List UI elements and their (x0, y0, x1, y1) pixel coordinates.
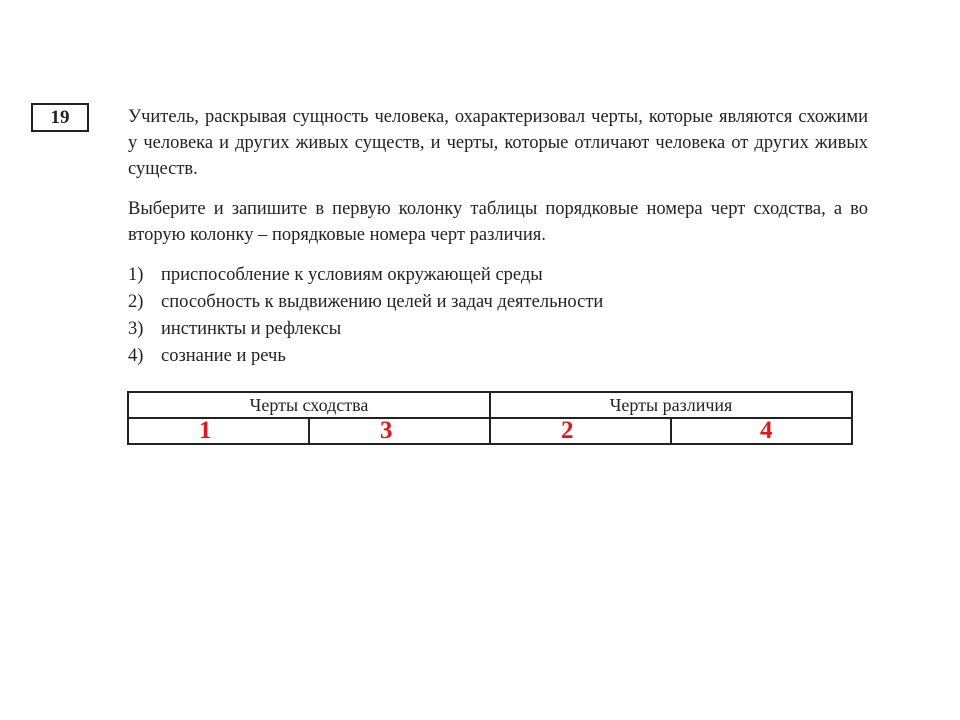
option-text: способность к выдвижению целей и задач деятельности (161, 292, 604, 312)
option-item (128, 316, 603, 343)
answer-cell-3[interactable]: 2 (490, 418, 671, 444)
answer-cell-4[interactable]: 4 (671, 418, 852, 444)
header-similarity: Черты сходства (128, 392, 490, 418)
option-number: 4) (128, 346, 144, 366)
question-number: 19 (31, 103, 89, 132)
option-text: инстинкты и рефлексы (161, 319, 342, 339)
answer-cell-2[interactable]: 3 (309, 418, 490, 444)
option-number: 3) (128, 319, 144, 339)
option-item (128, 343, 603, 370)
option-item (128, 289, 603, 316)
answer-table (127, 391, 853, 445)
option-text: сознание и речь (161, 346, 286, 366)
option-number: 1) (128, 265, 144, 285)
options-list (128, 262, 603, 370)
option-text: приспособление к условиям окружающей среды (161, 265, 543, 285)
option-item (128, 262, 603, 289)
question-instruction: Выберите и запишите в первую колонку таблицы порядковые номера черт сходства, а во вторую колонку – порядковые номера черт различия. (128, 199, 868, 245)
answer-cell-1[interactable]: 1 (128, 418, 309, 444)
option-number: 2) (128, 292, 144, 312)
question-text: Учитель, раскрывая сущность человека, охарактеризовал черты, которые являются схожими у человека и других живых существ, и черты, которые отличают человека от других живых существ. (128, 107, 868, 179)
header-difference: Черты различия (490, 392, 852, 418)
answer-table-row (128, 418, 852, 444)
answer-table-header-row (128, 392, 852, 418)
